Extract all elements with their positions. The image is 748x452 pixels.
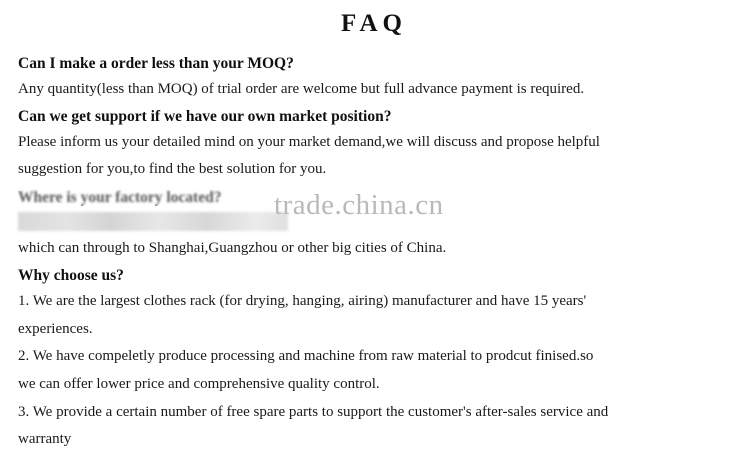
faq-question: Where is your factory located? bbox=[18, 189, 222, 207]
faq-answer-line: Any quantity(less than MOQ) of trial order are welcome but full advance payment is required. bbox=[18, 80, 585, 97]
faq-answer-line: which can through to Shanghai,Guangzhou or other big cities of China. bbox=[18, 239, 447, 256]
faq-answer-line: Please inform us your detailed mind on your market demand,we will discuss and propose helpful bbox=[18, 133, 600, 150]
faq-answer-line: warranty bbox=[18, 431, 72, 448]
faq-answer-line: 1. We are the largest clothes rack (for drying, hanging, airing) manufacturer and have 15 years' bbox=[18, 292, 587, 309]
faq-question: Can I make a order less than your MOQ? bbox=[18, 55, 294, 72]
redacted-address-line bbox=[18, 212, 730, 231]
page-title: FAQ bbox=[341, 10, 407, 37]
watermark-text: trade.china.cn bbox=[274, 189, 444, 221]
faq-block bbox=[18, 186, 730, 260]
redaction-blur-bar bbox=[18, 212, 288, 231]
faq-question: Why choose us? bbox=[18, 267, 124, 285]
faq-answer-line: experiences. bbox=[18, 320, 93, 337]
faq-answer-line: 3. We provide a certain number of free spare parts to support the customer's after-sales service and bbox=[18, 403, 609, 420]
faq-block bbox=[18, 52, 730, 101]
faq-block bbox=[18, 105, 730, 182]
faq-question: Can we get support if we have our own market position? bbox=[18, 108, 392, 126]
faq-block bbox=[18, 264, 730, 452]
faq-answer-line: suggestion for you,to find the best solution for you. bbox=[18, 161, 327, 178]
faq-answer-line: we can offer lower price and comprehensive quality control. bbox=[18, 376, 380, 392]
faq-answer-line: 2. We have compeletly produce processing and machine from raw material to prodcut finised.so bbox=[18, 348, 594, 365]
